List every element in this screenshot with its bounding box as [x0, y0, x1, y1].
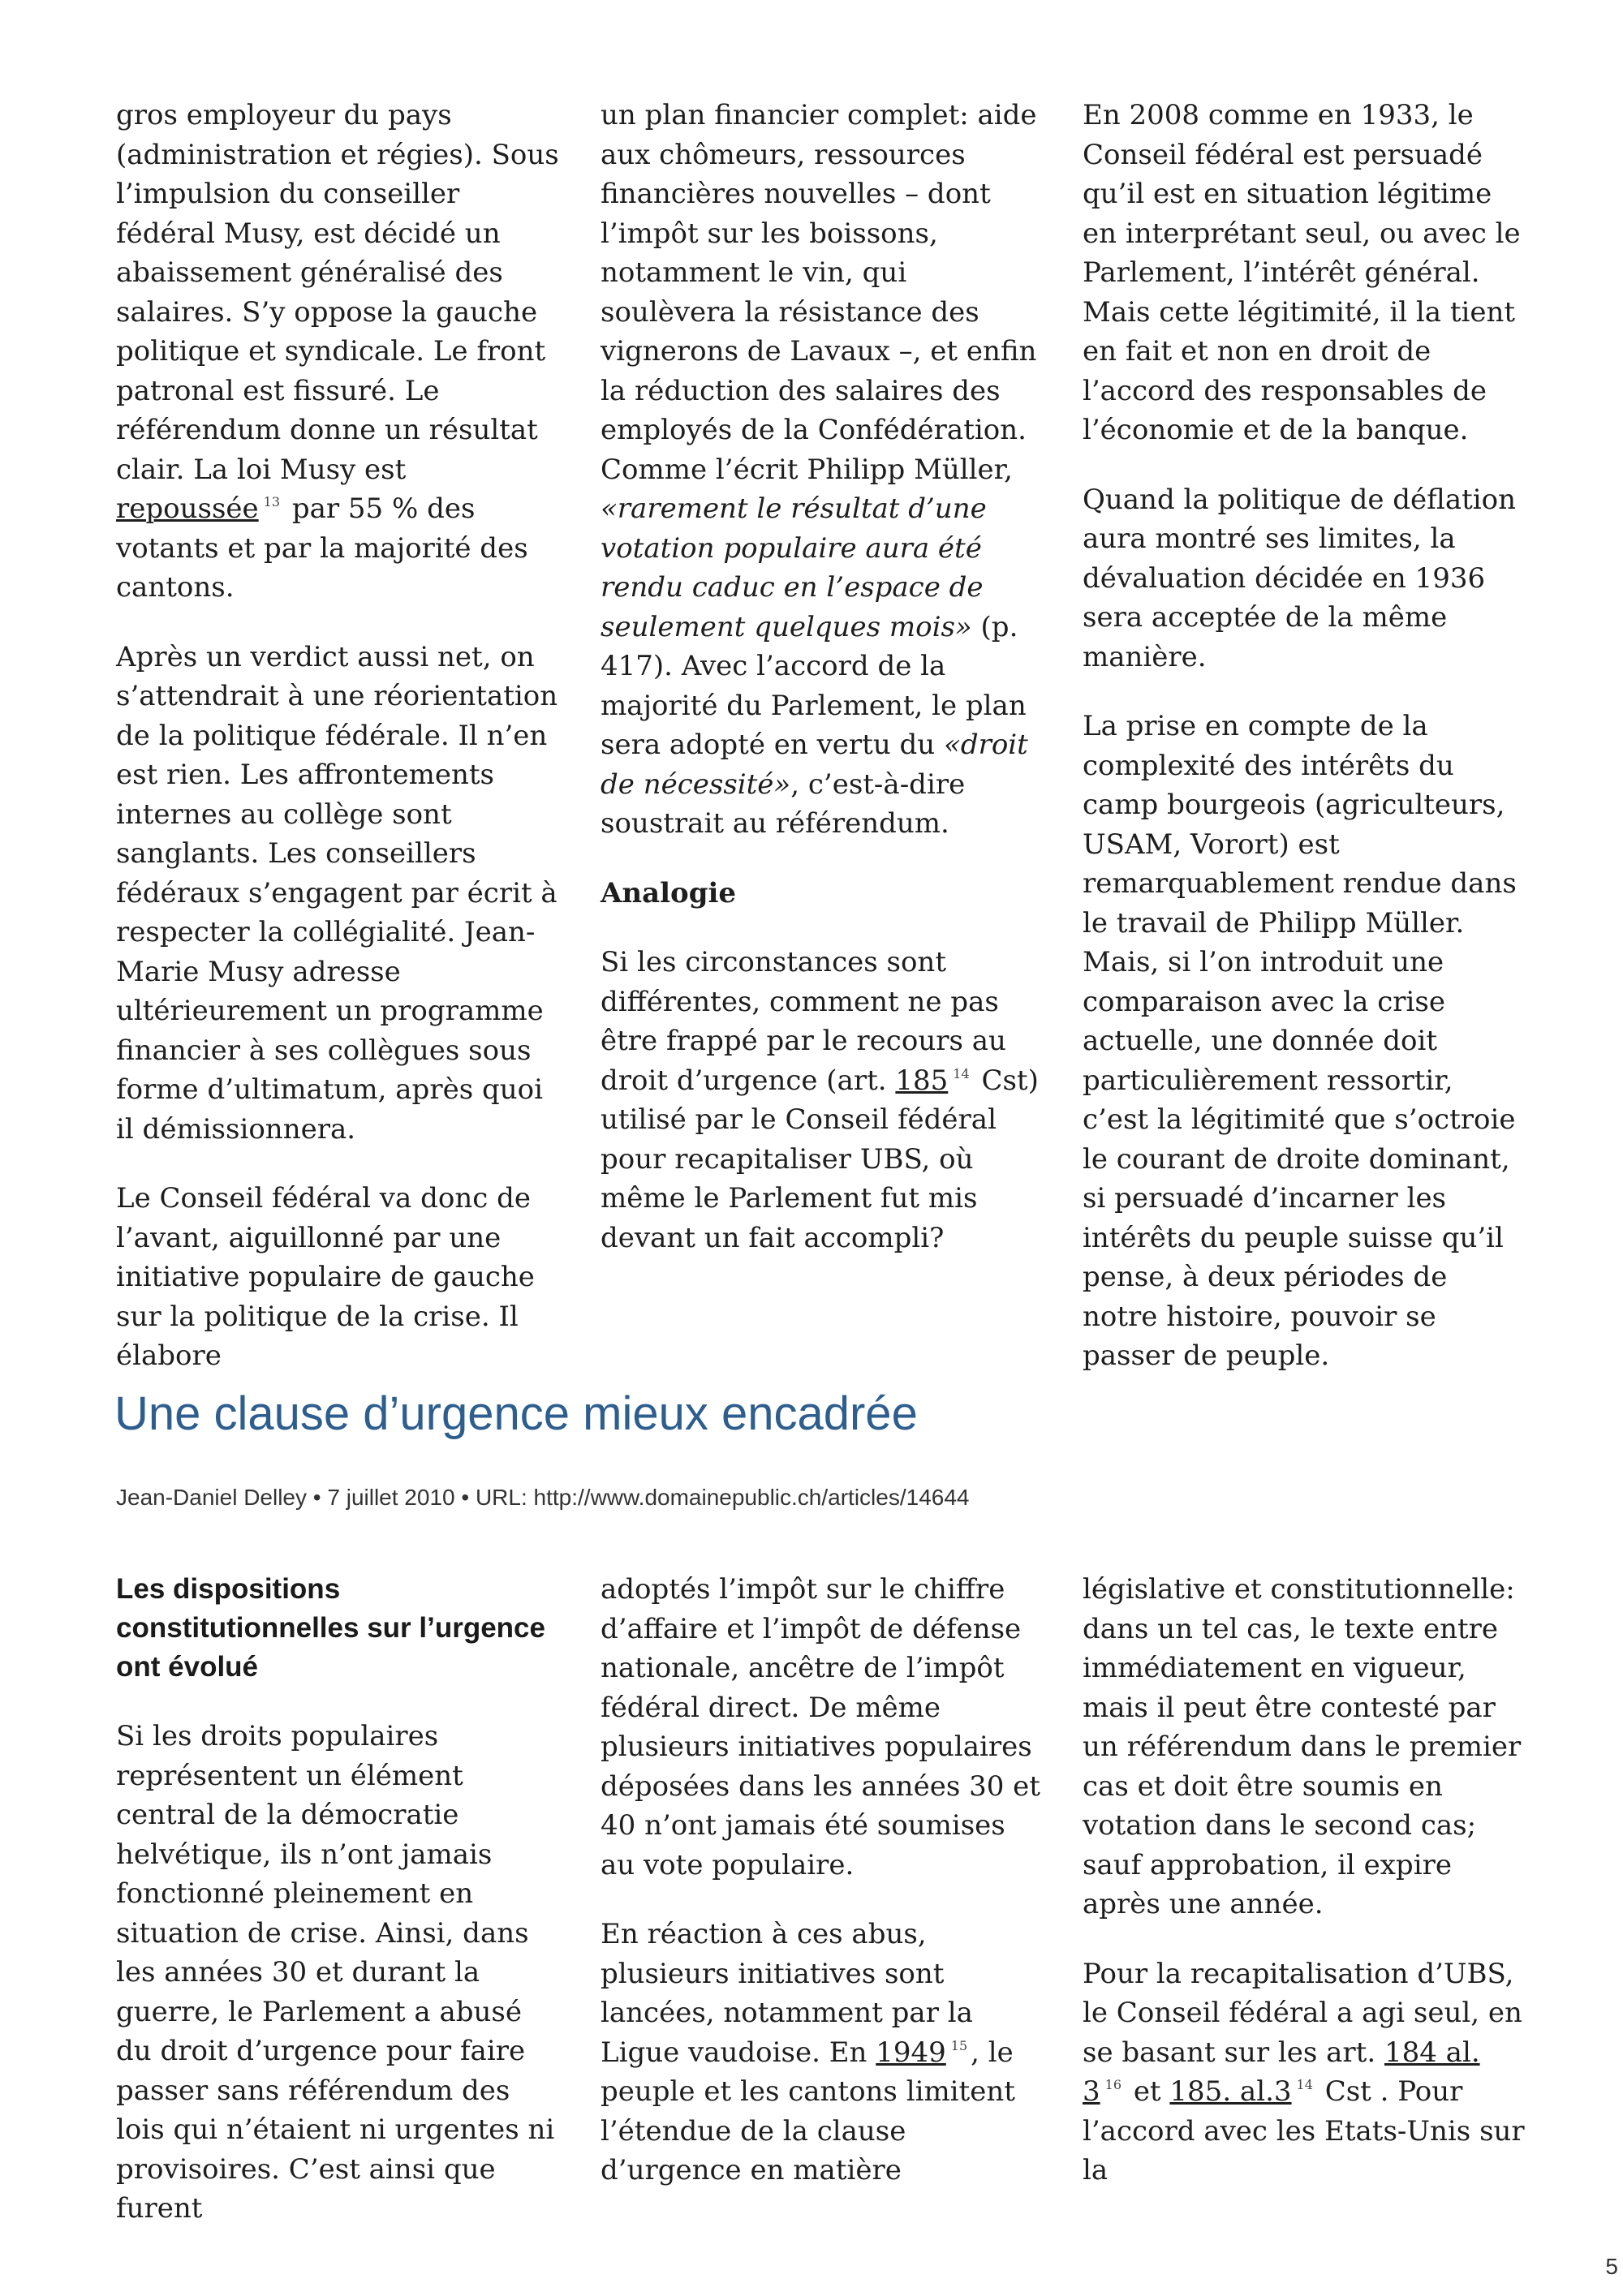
article-byline: Jean-Daniel Delley • 7 juillet 2010 • URL: http://www.domainepublic.ch/articles/14644: [116, 1485, 970, 1510]
page-number: 5: [1605, 2254, 1618, 2279]
footnote-number: 14: [1296, 2077, 1313, 2092]
article-title: Une clause d’urgence mieux encadrée: [114, 1387, 918, 1440]
quote: «rarement le résultat d’une votation populaire aura été rendu caduc en l’espace de seulement quelques mois»: [601, 492, 987, 643]
paragraph: législative et constitutionnelle: dans un tel cas, le texte entre immédiatement en vigueur, mais il peut être contesté par un référendum dans le premier cas et doit être soumis en votation dans le second cas; sauf approbation, il expire après une année.: [1083, 1573, 1522, 1920]
footnote-link-1949[interactable]: 1949: [876, 2036, 946, 2069]
article-column-1: [116, 1570, 561, 2229]
paragraph: gros employeur du pays (administration et régies). Sous l’impulsion du conseiller fédéral Musy, est décidé un abaissement généralisé des salaires. S’y oppose la gauche politique et syndicale. Le front patronal est fissuré. Le référendum donne un résultat clair. La loi Musy est repoussée $^{13}$ par 55 % des votants et par la majorité des cantons.: [116, 99, 559, 604]
quote: «droit de nécessité»: [601, 729, 1028, 801]
prev-article-column-2: [601, 96, 1045, 1258]
footnote-link-repoussee[interactable]: repoussée: [116, 492, 259, 525]
footnote-link-art-185[interactable]: 185. al.3: [1169, 2075, 1292, 2108]
paragraph: Si les droits populaires représentent un élément central de la démocratie helvétique, ils n’ont jamais fonctionné pleinement en situation de crise. Ainsi, dans les années 30 et durant la guerre, le Parlement a abusé du droit d’urgence pour faire passer sans référendum des lois qui n’étaient ni urgentes ni provisoires. C’est ainsi que furent: [116, 1720, 555, 2225]
paragraph: Le Conseil fédéral va donc de l’avant, aiguillonné par une initiative populaire de gauche sur la politique de la crise. Il élabore: [116, 1182, 535, 1372]
paragraph: Quand la politique de déflation aura montré ses limites, la dévaluation décidée en 1936 sera acceptée de la même manière.: [1083, 483, 1517, 673]
paragraph: Si les circonstances sont différentes, comment ne pas être frappé par le recours au droit d’urgence (art. 185 $^{14}$ Cst) utilisé par le Conseil fédéral pour recapitaliser UBS, où même le Parlement fut mis devant un fait accompli?: [601, 946, 1039, 1254]
footnote-link-art-184[interactable]: 184 al. 3: [1083, 2036, 1480, 2108]
footnote-link-art-185[interactable]: 185: [895, 1064, 949, 1097]
footnote-number: 15: [950, 2037, 968, 2053]
paragraph: En réaction à ces abus, plusieurs initiatives sont lancées, notamment par la Ligue vaudoise. En 1949 $^{15}$ , le peuple et les cantons limitent l’étendue de la clause d’urgence en matière: [601, 1918, 1015, 2186]
footnote-number: 13: [263, 494, 281, 510]
article-column-3: [1083, 1570, 1527, 2191]
paragraph: Pour la recapitalisation d’UBS, le Conseil fédéral a agi seul, en se basant sur les art. 184 al. 3 $^{16}$ et 185. al.3 $^{14}$ Cst . Pour l’accord avec les Etats-Unis sur la: [1083, 1957, 1525, 2186]
footnote-number: 16: [1104, 2077, 1121, 2092]
paragraph: un plan financier complet: aide aux chômeurs, ressources financières nouvelles – dont l’impôt sur les boissons, notamment le vin, qui soulèvera la résistance des vignerons de Lavaux –, et enfin la réduction des salaires des employés de la Confédération. Comme l’écrit Philipp Müller, «rarement le résultat d’une votation populaire aura été rendu caduc en l’espace de seulement quelques mois» (p. 417). Avec l’accord de la majorité du Parlement, le plan sera adopté en vertu du «droit de nécessité», c’est-à-dire soustrait au référendum.: [601, 99, 1037, 840]
section-heading: Analogie: [601, 876, 737, 909]
prev-article-column-1: [116, 96, 561, 1376]
paragraph: En 2008 comme en 1933, le Conseil fédéral est persuadé qu’il est en situation légitime en interprétant seul, ou avec le Parlement, l’intérêt général. Mais cette légitimité, il la tient en fait et non en droit de l’accord des responsables de l’économie et de la banque.: [1083, 99, 1521, 446]
paragraph: adoptés l’impôt sur le chiffre d’affaire et l’impôt de défense nationale, ancêtre de l’impôt fédéral direct. De même plusieurs initiatives populaires déposées dans les années 30 et 40 n’ont jamais été soumises au vote populaire.: [601, 1573, 1040, 1881]
paragraph: Après un verdict aussi net, on s’attendrait à une réorientation de la politique fédérale. Il n’en est rien. Les affrontements internes au collège sont sanglants. Les conseillers fédéraux s’engagent par écrit à respecter la collégialité. Jean-Marie Musy adresse ultérieurement un programme financier à ses collègues sous forme d’ultimatum, après quoi il démissionnera.: [116, 640, 558, 1146]
article-column-2: [601, 1570, 1045, 2191]
footnote-number: 14: [953, 1065, 970, 1081]
paragraph: La prise en compte de la complexité des intérêts du camp bourgeois (agriculteurs, USAM, Vorort) est remarquablement rendue dans le travail de Philipp Müller. Mais, si l’on introduit une comparaison avec la crise actuelle, une donnée doit particulièrement ressortir, c’est la légitimité que s’octroie le courant de droite dominant, si persuadé d’incarner les intérêts du peuple suisse qu’il pense, à deux périodes de notre histoire, pouvoir se passer de peuple.: [1083, 710, 1517, 1372]
prev-article-column-3: [1083, 96, 1527, 1376]
section-heading: Les dispositions constitutionnelles sur l’urgence ont évolué: [116, 1573, 545, 1683]
